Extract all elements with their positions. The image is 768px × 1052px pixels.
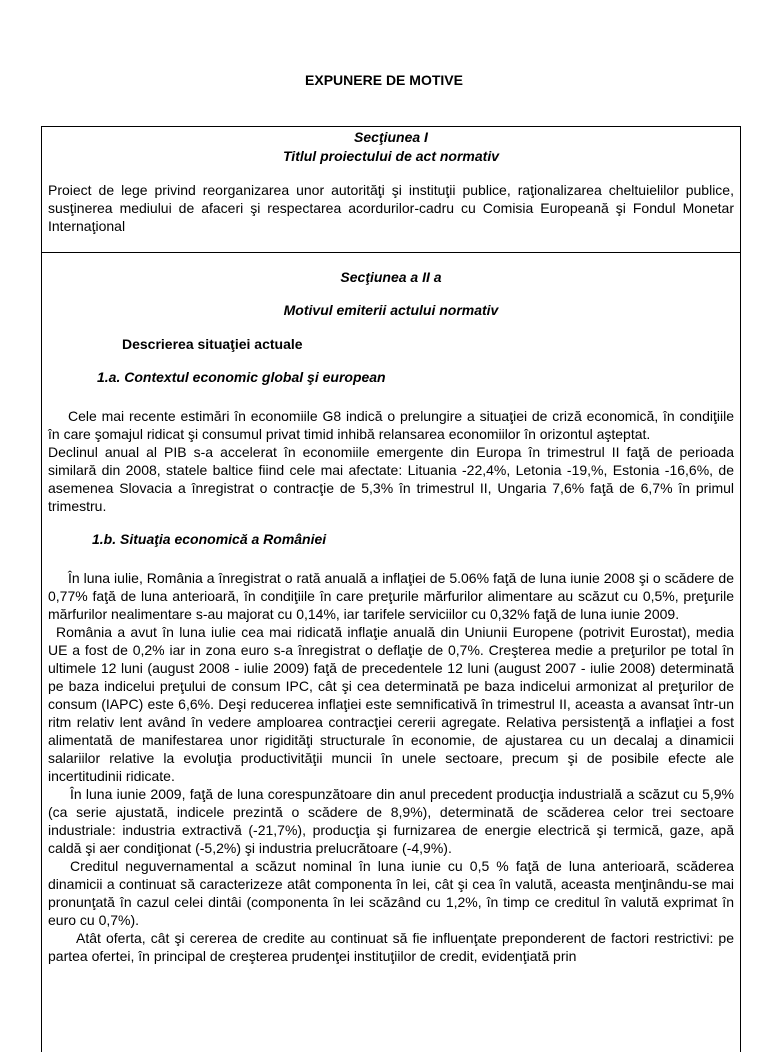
section-2-subheading: Motivul emiterii actului normativ (283, 302, 499, 318)
subsection-1b-paragraph: Atât oferta, cât şi cererea de credite au continuat să fie influenţate preponderent de factori restrictivi: pe partea ofertei, în principal de creşterea prudenţei instituţiilor de credit, evidenţiată prin (48, 930, 734, 964)
subsection-1a-paragraph: Cele mai recente estimări în economiile G8 indică o prelungire a situaţiei de criză economică, în condiţiile în care şomajul ridicat şi consumul privat timid inhibă relansarea economiilor în orizontul aşteptat. (48, 408, 734, 442)
subsection-1a-paragraph: Declinul anual al PIB s-a accelerat în economiile emergente din Europa în trimestrul II faţă de perioada similară din 2008, statele baltice fiind cele mai afectate: Lituania -22,4%, Letonia -19,%, Estonia -16,6%, de asemenea Slovacia a înregistrat o contracţie de 5,3% în trimestrul II, Ungaria 7,6% faţă de 6,7% în primul trimestru. (48, 444, 734, 514)
section-2-heading: Secţiunea a II a (340, 269, 442, 285)
section-2-box (41, 252, 741, 1052)
section-1-subheading: Titlul proiectului de act normativ (283, 148, 499, 164)
subsection-1b-title: 1.b. Situaţia economică a României (92, 531, 327, 547)
subsection-1b-paragraph: Creditul neguvernamental a scăzut nominal în luna iunie cu 0,5 % faţă de luna anterioară, scăderea dinamicii a continuat să caracterizeze atât componenta în lei, cât şi cea în valută, aceasta menţinându-se mai pronunţată în cazul celei dintâi (componenta în lei scăzând cu 1,2%, în timp ce creditul în valută exprimat în euro cu 0,7%). (48, 858, 734, 928)
subsection-1b-paragraph: În luna iunie 2009, faţă de luna corespunzătoare din anul precedent producţia industrială a scăzut cu 5,9% (ca serie ajustată, indicele prezintă o scădere de 8,9%), determinată de scăderea celor trei sectoare industriale: industria extractivă (-21,7%), producţia şi furnizarea de energie electrică şi termică, gaze, apă caldă şi aer condiţionat (-5,2%) şi industria prelucrătoare (-4,9%). (48, 786, 734, 856)
subsection-1a-title: 1.a. Contextul economic global şi european (97, 369, 386, 385)
section-1-box (41, 126, 741, 253)
description-heading: Descrierea situaţiei actuale (122, 336, 303, 352)
section-1-body: Proiect de lege privind reorganizarea unor autorităţi şi instituţii publice, raţionalizarea cheltuielilor publice, susţinerea mediului de afaceri şi respectarea acordurilor-cadru cu Comisia Europeană şi Fondul Monetar Internaţional (48, 182, 734, 234)
subsection-1b-paragraph: România a avut în luna iulie cea mai ridicată inflaţie anuală din Uniunii Europene (potrivit Eurostat), media UE a fost de 0,2% iar in zona euro s-a înregistrat o deflaţie de 0,7%. Creşterea medie a preţurilor pe total în ultimele 12 luni (august 2008 - iulie 2009) faţă de precedentele 12 luni (august 2007 - iulie 2008) determinată pe baza indicelui preţului de consum IPC, cât şi cea determinată pe baza indicelui armonizat al preţurilor de consum (IAPC) este 6,6%. Deşi reducerea inflaţiei este semnificativă în trimestrul II, aceasta a avansat într-un ritm relativ lent având în vedere amploarea contracţiei cererii agregate. Relativa persistenţă a inflaţiei a fost alimentată de manifestarea unor rigidităţi structurale în economie, de ajustarea cu un decalaj a dinamicii salariilor relative la evoluţia productivităţii muncii în unele sectoare, precum şi de posibile efecte ale incertitudinii ridicate. (48, 624, 734, 784)
section-1-heading: Secţiunea I (354, 129, 428, 145)
subsection-1b-paragraph: În luna iulie, România a înregistrat o rată anuală a inflaţiei de 5.06% faţă de luna iunie 2008 şi o scădere de 0,77% faţă de luna anterioară, în condiţiile în care preţurile mărfurilor alimentare au scăzut cu 0,5%, preţurile mărfurilor nealimentare s-au majorat cu 0,14%, iar tarifele serviciilor cu 0,32% faţă de luna iunie 2009. (48, 570, 734, 622)
document-title: EXPUNERE DE MOTIVE (305, 72, 463, 88)
